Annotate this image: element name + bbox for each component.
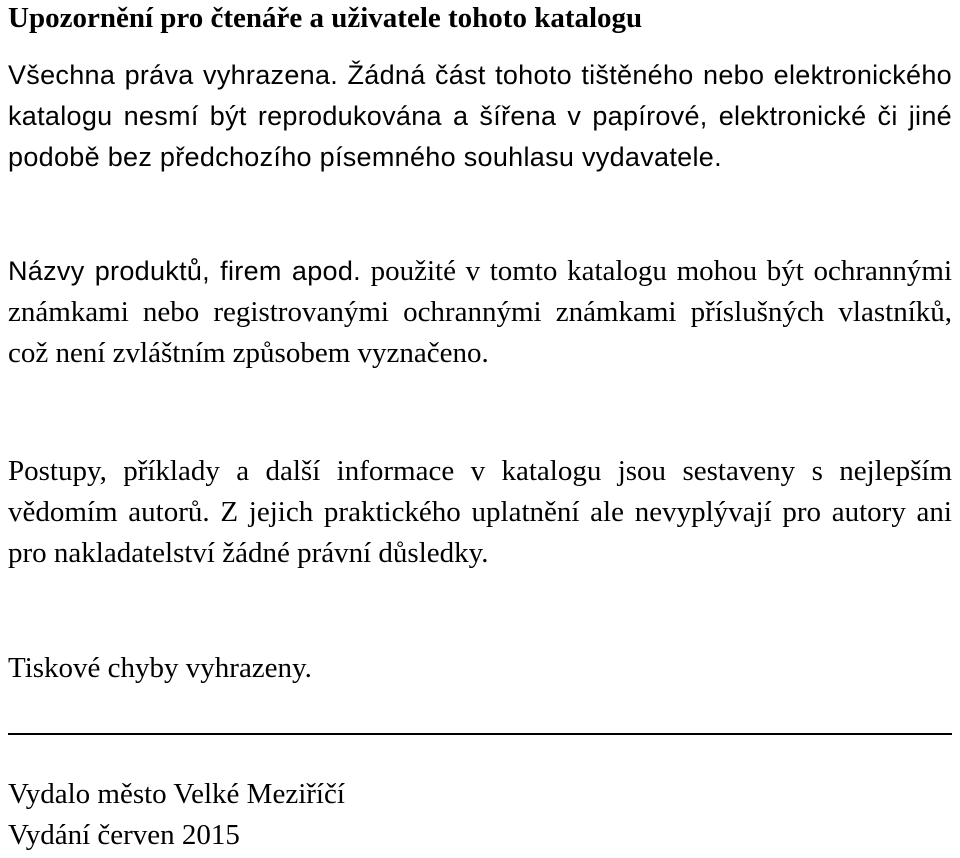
disclaimer-paragraph [8, 451, 952, 574]
notice-page [8, 0, 952, 684]
rights-paragraph: Všechna práva vyhrazena. Žádná část tohoto tištěného nebo elektronického katalogu nesmí být reprodukována a šířena v papírové, elektronické či jiné podobě bez předchozího písemného souhlasu vydavatele. [8, 60, 952, 172]
publisher-line: Vydalo město Velké Meziříčí [8, 778, 345, 810]
disclaimer-rest: Z jejich praktického uplatnění ale nevyplývají pro autory ani pro nakladatelství žádné právní důsledky. [8, 496, 952, 569]
trademarks-paragraph [8, 251, 952, 374]
notice-heading: Upozornění pro čtenáře a uživatele tohoto katalogu [8, 2, 643, 34]
trademarks-rest: použité v tomto katalogu mohou být ochrannými známkami nebo registrovanými ochrannými známkami příslušných vlastníků, což není zvláštním způsobem vyznačeno. [8, 255, 952, 369]
disclaimer-lead: Postupy, příklady a další informace v katalogu jsou sestaveny s nejlepším vědomím autorů. [8, 455, 952, 528]
edition-line: Vydání červen 2015 [8, 819, 240, 851]
trademarks-lead: Názvy produktů, firem apod. [8, 256, 361, 286]
divider-line [8, 733, 952, 735]
errata-paragraph: Tiskové chyby vyhrazeny. [8, 652, 312, 684]
